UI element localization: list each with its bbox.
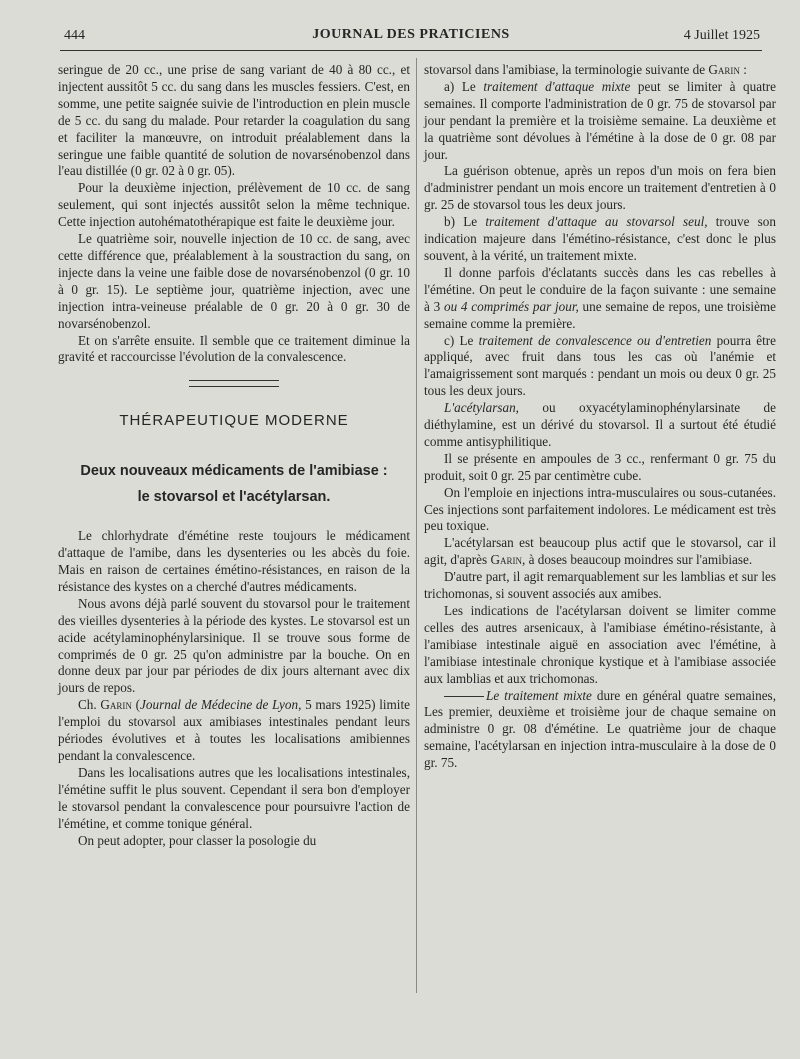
paragraph [424, 214, 776, 265]
text-run: a) Le [444, 78, 484, 94]
section-title: THÉRAPEUTIQUE MODERNE [119, 412, 349, 430]
italic-term: traitement de convalescence ou d'entretien [478, 332, 712, 348]
paragraph: Il se présente en ampoules de 3 cc., renfermant 0 gr. 75 du produit, soit 0 gr. 25 par centimètre cube. [424, 450, 776, 483]
paragraph: D'autre part, il agit remarquablement sur les lamblias et sur les trichomonas, si souvent associés aux amibes. [424, 569, 776, 602]
journal-title: JOURNAL DES PRATICIENS [312, 27, 510, 42]
paragraph: Les indications de l'acétylarsan doivent se limiter comme celles des autres arsenicaux, à l'amibiase émétino-résistante, à l'amibiase intestinale aiguë en association avec l'émétine, à l'amibiase intestinale chronique kystique et à l'amibiase associée aux lamblias et aux trichomonas. [424, 603, 776, 686]
short-rule [444, 696, 484, 697]
text-run: b) Le [444, 214, 486, 230]
page-number: 444 [64, 28, 85, 43]
text-run: ( [131, 697, 141, 713]
text-run: c) Le [444, 332, 479, 348]
paragraph [424, 400, 776, 451]
author-name: Garin [490, 552, 522, 568]
paragraph: Dans les localisations autres que les localisations intestinales, l'émétine suffit le plus souvent. Cependant il sera bon d'employer le stovarsol pendant la convalescence pour poursuivre l'action de l'émétine, et comme tonique général. [58, 764, 410, 831]
paragraph [424, 79, 776, 164]
author-name: Garin [708, 62, 740, 77]
text-run: stovarsol dans l'amibiase, la terminologie suivante de [424, 62, 709, 77]
text-run: pourra être appliqué, avec fruit dans tous les cas où l'anémie et l'amaigrissement sont marqués : pendant un mois ou deux 0 gr. 25 tous les deux jours. [424, 332, 776, 399]
text-run: , à doses beaucoup moindres sur l'amibiase. [522, 552, 753, 568]
paragraph: Pour la deuxième injection, prélèvement de 10 cc. de sang seulement, qui sont injectés aussitôt selon la même technique. Cette injection autohématothérapique est faite le deuxième jour. [58, 180, 410, 230]
paragraph: Le quatrième soir, nouvelle injection de 10 cc. de sang, avec cette différence que, préalablement à la soustraction du sang, on injecte dans la veine une faible dose de novarsénobenzol (0 gr. 10 à 0 gr. 15). Le septième jour, quatrième injection, avec une injection intra-veineuse préalable de 0 gr. 20 à 0 gr. 30 de novarsénobenzol. [58, 231, 410, 331]
text-run: une semaine de repos, une troisième semaine comme la première. [424, 298, 777, 331]
article-title-line-1: Deux nouveaux médicaments de l'amibiase : [80, 463, 388, 480]
section-separator [189, 380, 279, 387]
paragraph: On peut adopter, pour classer la posologie du [78, 832, 317, 848]
paragraph: On l'emploie en injections intra-musculaires ou sous-cutanées. Ces injections sont parfaitement indolores. Le médicament est très peu toxique. [424, 484, 776, 534]
author-name: Garin [100, 697, 132, 713]
text-run: Il donne parfois d'éclatants succès dans les cas rebelles à l'émétine. On peut le conduire de la façon suivante : une semaine à 3 [424, 264, 776, 314]
text-run: dure en général quatre semaines, Les premier, deuxième et troisième jour de chaque semaine on administre 0 gr. 08 d'émétine. Le quatrième jour de chaque semaine, l'acétylarsan en injection intra-musculaire à la dose de 0 gr. 75. [424, 687, 776, 771]
italic-term: traitement d'attaque mixte [483, 78, 631, 94]
text-run: Ch. [78, 697, 101, 713]
page-header [60, 22, 762, 51]
paragraph [424, 62, 776, 79]
paragraph: Nous avons déjà parlé souvent du stovarsol pour le traitement des vieilles dysenteries à la période des kystes. Le stovarsol est un acide acétylaminophénylarsinique. Il se trouve sous forme de comprimés de 0 gr. 25 qu'on administre par la bouche. On en donne deux par jour par périodes de dix jours alternant avec dix jours de repos. [58, 595, 410, 696]
italic-term: traitement d'attaque au stovarsol seul, [485, 214, 708, 230]
paragraph: seringue de 20 cc., une prise de sang variant de 40 à 80 cc., et injectent aussitôt 5 cc. du sang dans les muscles fessiers. C'est, en somme, une petite saignée suivie de l'introduction en plein muscle de 5 cc. du sang du malade. Pour retarder la coagulation du sang et faciliter la manœuvre, on introduit préalablement dans la seringue une faible quantité de solution de novarsénobenzol dans l'eau distillée (0 gr. 02 à 0 gr. 05). [58, 62, 410, 179]
text-run: , 5 mars 1925) limite l'emploi du stovarsol aux amibiases intestinales pendant leurs périodes évolutives et à toutes les localisations amibiennes pendant la convalescence. [58, 697, 410, 763]
paragraph [424, 535, 776, 569]
column-divider [416, 58, 417, 993]
text-run: ou oxyacétylaminophénylarsinate de diéthylamine, est un dérivé du stovarsol. Il a surtout été étudié comme antisyphilitique. [424, 400, 776, 449]
right-column [424, 62, 776, 772]
paragraph: Et on s'arrête ensuite. Il semble que ce traitement diminue la gravité et raccourcisse l'évolution de la convalescence. [58, 332, 410, 365]
paragraph [424, 688, 776, 773]
text-run: L'acétylarsan est beaucoup plus actif que le stovarsol, car il agit, d'après [424, 535, 776, 568]
paragraph: La guérison obtenue, après un repos d'un mois on fera bien d'administrer pendant un mois encore un traitement d'entretien à 0 gr. 25 de stovarsol tous les deux jours. [424, 163, 776, 213]
paragraph [58, 697, 410, 765]
issue-date: 4 Juillet 1925 [683, 28, 760, 43]
italic-term: L'acétylarsan, [444, 400, 519, 416]
left-column [58, 62, 410, 849]
article-title [58, 458, 410, 510]
text-run: peut se limiter à quatre semaines. Il comporte l'administration de 0 gr. 75 de stovarsol par jour pendant la première et la troisième semaine. La deuxième et la quatrième sont dévolues à l'émétine à la dose de 0 gr. 08 par jour. [424, 78, 777, 162]
italic-term: ou 4 comprimés par jour, [443, 298, 579, 314]
text-run: : [739, 62, 747, 77]
paragraph: Le chlorhydrate d'émétine reste toujours le médicament d'attaque de l'amibe, dans les dysenteries ou les abcès du foie. Mais en raison de certaines émétino-résistances, en raison de la résistance des kystes on a cherché d'autres médicaments. [58, 528, 410, 594]
journal-reference: Journal de Médecine de Lyon [140, 697, 299, 713]
paragraph [424, 265, 776, 333]
paragraph [424, 333, 776, 401]
italic-term: Le traitement mixte [486, 687, 592, 703]
article-title-line-2: le stovarsol et l'acétylarsan. [137, 489, 331, 506]
text-run: trouve son indication majeure dans l'émétino-résistance, c'est donc le plus souvent, à la vérité, un traitement mixte. [424, 214, 776, 263]
